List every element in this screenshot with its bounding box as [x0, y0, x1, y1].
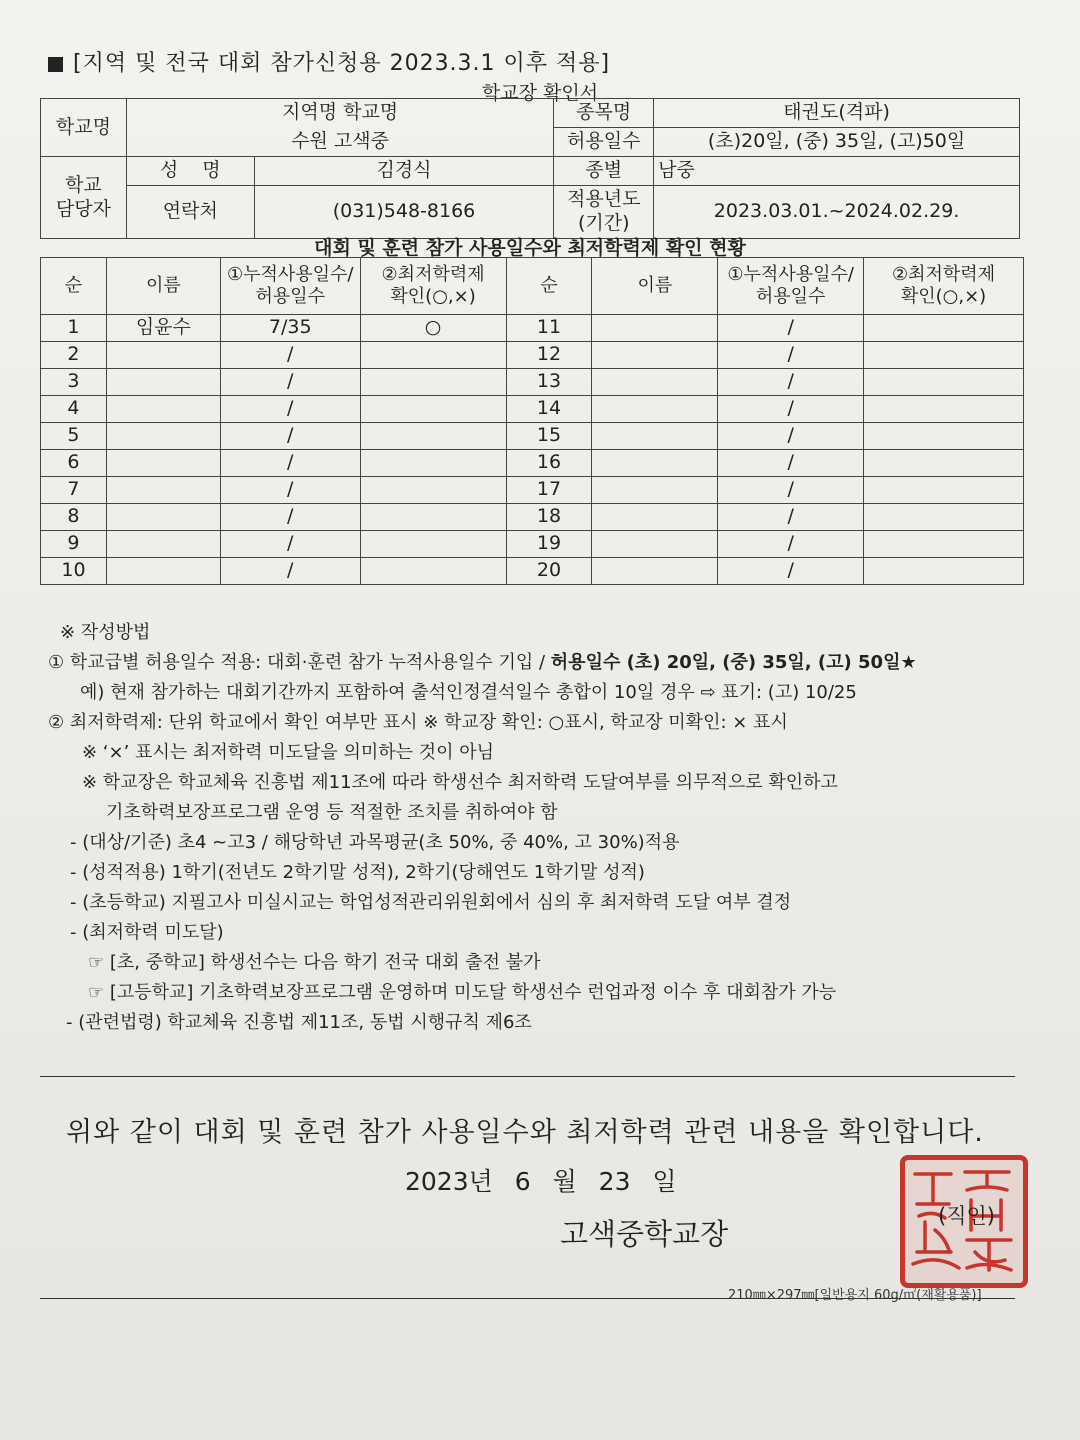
note-line-12: ☞ [고등학교] 기초학력보장프로그램 운영하며 미도달 학생선수 런업과정 이수 후 대회참가 가능 [88, 982, 837, 1003]
cell-left-days: / [220, 504, 360, 531]
note-line-2: 예) 현재 참가하는 대회기간까지 포함하여 출석인정결석일수 총합이 10일 경우 ⇨ 표기: (고) 10/25 [80, 682, 857, 703]
table-row [41, 396, 1024, 423]
cell-left-no: 1 [41, 315, 107, 342]
note-line-1b: 허용일수 (초) 20일, (중) 35일, (고) 50일★ [550, 652, 917, 673]
square-bullet-icon [48, 57, 63, 72]
cell-right-days: / [718, 315, 864, 342]
cell-right-name [592, 342, 718, 369]
cell-right-name [592, 369, 718, 396]
form-header-text: [지역 및 전국 대회 참가신청용 2023.3.1 이후 적용] [73, 51, 611, 76]
cell-right-check [864, 369, 1024, 396]
confirmation-statement: 위와 같이 대회 및 훈련 참가 사용일수와 최저학력 관련 내용을 확인합니다. [66, 1117, 984, 1148]
cell-left-no: 9 [41, 531, 107, 558]
cell-right-days: / [718, 369, 864, 396]
notes-title: ※ 작성방법 [60, 622, 151, 643]
cell-left-name [106, 531, 220, 558]
document-title: 학교장 확인서 [481, 82, 599, 104]
cell-right-check [864, 477, 1024, 504]
cell-left-name [106, 477, 220, 504]
cell-left-name [106, 504, 220, 531]
divider-line [40, 1076, 1015, 1077]
cell-left-days: / [220, 450, 360, 477]
note-line-3: ② 최저학력제: 단위 학교에서 확인 여부만 표시 ※ 학교장 확인: ○표시, 학교장 미확인: × 표시 [48, 712, 788, 733]
cell-left-name [106, 396, 220, 423]
cell-right-days: / [718, 504, 864, 531]
table-row [41, 315, 1024, 342]
cell-right-no: 19 [506, 531, 592, 558]
gender-value: 남중 [654, 157, 1020, 186]
cell-right-name [592, 315, 718, 342]
cell-right-no: 16 [506, 450, 592, 477]
cell-left-no: 4 [41, 396, 107, 423]
period-label: 적용년도 (기간) [554, 186, 654, 239]
cell-right-check [864, 558, 1024, 585]
contact-value: (031)548-8166 [254, 186, 554, 239]
cell-left-name [106, 423, 220, 450]
cell-right-no: 12 [506, 342, 592, 369]
col-no: 순 [41, 258, 107, 315]
cell-right-name [592, 558, 718, 585]
cell-left-days: / [220, 477, 360, 504]
cell-left-no: 3 [41, 369, 107, 396]
col-check-2: ②최저학력제 확인(○,×) [864, 258, 1024, 315]
cell-left-no: 6 [41, 450, 107, 477]
cell-right-no: 13 [506, 369, 592, 396]
cell-left-check [360, 423, 506, 450]
status-table [40, 257, 1024, 585]
cell-right-name [592, 423, 718, 450]
cell-left-no: 2 [41, 342, 107, 369]
table-row [41, 558, 1024, 585]
table-row [41, 531, 1024, 558]
table-row [41, 504, 1024, 531]
cell-left-no: 5 [41, 423, 107, 450]
cell-right-days: / [718, 396, 864, 423]
cell-right-days: / [718, 450, 864, 477]
cell-right-check [864, 342, 1024, 369]
cell-left-name [106, 558, 220, 585]
period-value: 2023.03.01.~2024.02.29. [654, 186, 1020, 239]
col-days: ①누적사용일수/ 허용일수 [220, 258, 360, 315]
cell-right-name [592, 450, 718, 477]
table-row [41, 342, 1024, 369]
cell-right-name [592, 531, 718, 558]
cell-right-name [592, 504, 718, 531]
cell-right-no: 15 [506, 423, 592, 450]
cell-right-no: 18 [506, 504, 592, 531]
cell-left-check [360, 369, 506, 396]
school-value: 수원 고색중 [126, 128, 553, 157]
cell-right-days: / [718, 477, 864, 504]
status-title: 대회 및 훈련 참가 사용일수와 최저학력제 확인 현황 [314, 237, 746, 259]
cell-left-days: / [220, 423, 360, 450]
cell-left-name: 임윤수 [106, 315, 220, 342]
cell-left-days: / [220, 396, 360, 423]
cell-right-days: / [718, 531, 864, 558]
cell-left-no: 7 [41, 477, 107, 504]
col-check: ②최저학력제 확인(○,×) [360, 258, 506, 315]
cell-right-days: / [718, 342, 864, 369]
cell-left-check [360, 396, 506, 423]
note-line-5: ※ 학교장은 학교체육 진흥법 제11조에 따라 학생선수 최저학력 도달여부를 의무적으로 확인하고 [82, 772, 838, 793]
cell-left-days: 7/35 [220, 315, 360, 342]
cell-left-no: 10 [41, 558, 107, 585]
sport-label: 종목명 [554, 99, 654, 128]
manager-label: 학교 담당자 [41, 157, 127, 239]
col-no-2: 순 [506, 258, 592, 315]
cell-right-no: 20 [506, 558, 592, 585]
cell-left-name [106, 450, 220, 477]
contact-label: 연락처 [126, 186, 254, 239]
form-header [48, 46, 610, 77]
cell-right-days: / [718, 558, 864, 585]
cell-right-check [864, 504, 1024, 531]
note-line-1 [48, 648, 1048, 678]
school-label: 학교명 [41, 99, 127, 157]
cell-right-no: 17 [506, 477, 592, 504]
cell-right-days: / [718, 423, 864, 450]
cell-left-check [360, 504, 506, 531]
col-name: 이름 [106, 258, 220, 315]
cell-left-name [106, 369, 220, 396]
name-value: 김경식 [254, 157, 554, 186]
note-line-13: - (관련법령) 학교체육 진흥법 제11조, 동법 시행규칙 제6조 [66, 1012, 532, 1033]
col-name-2: 이름 [592, 258, 718, 315]
cell-right-no: 11 [506, 315, 592, 342]
instructions [48, 618, 1048, 1038]
cell-right-check [864, 315, 1024, 342]
name-label: 성 명 [126, 157, 254, 186]
cell-left-no: 8 [41, 504, 107, 531]
days-label: 허용일수 [554, 128, 654, 157]
status-header-row [41, 258, 1024, 315]
days-value: (초)20일, (중) 35일, (고)50일 [654, 128, 1020, 157]
cell-left-days: / [220, 531, 360, 558]
note-line-11: ☞ [초, 중학교] 학생선수는 다음 학기 전국 대회 출전 불가 [88, 952, 541, 973]
cell-right-name [592, 477, 718, 504]
cell-right-check [864, 531, 1024, 558]
gender-label: 종별 [554, 157, 654, 186]
school-region: 지역명 학교명 [126, 99, 553, 128]
cell-right-name [592, 396, 718, 423]
cell-right-no: 14 [506, 396, 592, 423]
cell-left-check [360, 531, 506, 558]
table-row [41, 450, 1024, 477]
cell-left-check [360, 342, 506, 369]
cell-right-check [864, 396, 1024, 423]
cell-right-check [864, 423, 1024, 450]
note-line-9: - (초등학교) 지필고사 미실시교는 학업성적관리위원회에서 심의 후 최저학력 도달 여부 결정 [70, 892, 792, 913]
table-row [41, 423, 1024, 450]
cell-left-name [106, 342, 220, 369]
cell-left-days: / [220, 558, 360, 585]
cell-left-check [360, 558, 506, 585]
note-line-10: - (최저학력 미도달) [70, 922, 224, 943]
cell-left-check [360, 450, 506, 477]
note-line-7: - (대상/기준) 초4 ~고3 / 해당학년 과목평균(초 50%, 중 40%, 고 30%)적용 [70, 832, 680, 853]
cell-left-days: / [220, 342, 360, 369]
note-line-6: 기초학력보장프로그램 운영 등 적절한 조치를 취하여야 함 [106, 802, 558, 823]
note-line-1a: ① 학교급별 허용일수 적용: 대회·훈련 참가 누적사용일수 기입 / [48, 652, 551, 673]
sport-value: 태권도(격파) [654, 99, 1020, 128]
info-table [40, 98, 1020, 239]
cell-left-check [360, 477, 506, 504]
cell-right-check [864, 450, 1024, 477]
note-line-8: - (성적적용) 1학기(전년도 2학기말 성적), 2학기(당해연도 1학기말 성적) [70, 862, 645, 883]
cell-left-check: ○ [360, 315, 506, 342]
confirmation-date: 2023년 6 월 23 일 [405, 1167, 677, 1196]
table-row [41, 477, 1024, 504]
note-line-4: ※ ‘×’ 표시는 최저학력 미도달을 의미하는 것이 아님 [82, 742, 495, 763]
paper-spec: 210㎜×297㎜[일반용지 60g/㎡(재활용품)] [728, 1288, 982, 1303]
cell-left-days: / [220, 369, 360, 396]
seal-mark: (직인) [938, 1204, 995, 1228]
principal-signature: 고색중학교장 [560, 1217, 729, 1251]
col-days-2: ①누적사용일수/ 허용일수 [718, 258, 864, 315]
table-row [41, 369, 1024, 396]
